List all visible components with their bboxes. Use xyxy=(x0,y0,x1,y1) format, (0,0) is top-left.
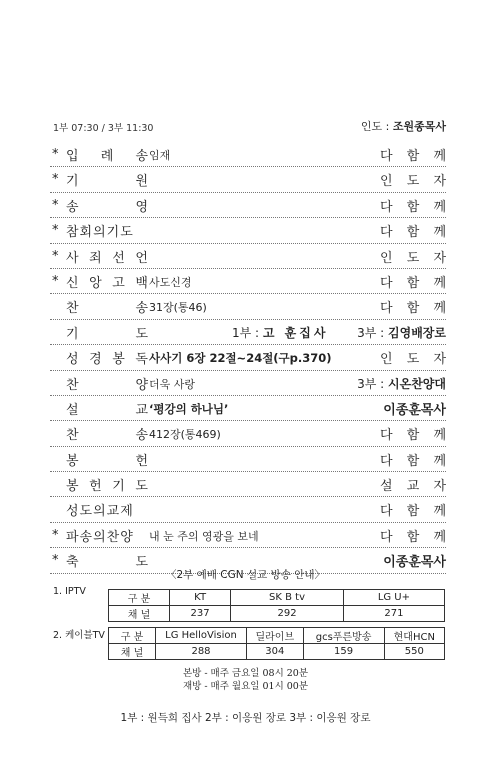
iptv-channel-cell: 292 xyxy=(231,606,344,622)
worship-row xyxy=(50,371,446,396)
worship-item-title xyxy=(66,500,148,518)
leader-char: 다 xyxy=(380,301,393,317)
broadcast-title: 〈2부 예배 CGN 설교 방송 안내〉 xyxy=(166,569,325,581)
worship-item-detail: ‘평강의 하나님’ xyxy=(149,401,229,416)
iptv-header-cell: 구 분 xyxy=(109,590,170,606)
worship-row xyxy=(50,421,446,446)
leader-char: 교 xyxy=(406,479,420,495)
title-char: 송 xyxy=(135,301,148,317)
title-char: 경 xyxy=(89,352,102,368)
worship-row xyxy=(50,294,446,319)
cable-header-cell: 딜라이브 xyxy=(247,628,304,644)
title-char: 죄 xyxy=(89,250,102,266)
title-char: 원 xyxy=(135,174,148,190)
leader-name: 조원종목사 xyxy=(392,120,446,133)
broadcast-note-main: 본방 - 매주 금요일 08시 20분 xyxy=(182,668,309,679)
worship-item-leader xyxy=(380,297,446,316)
title-char: 기 xyxy=(66,174,79,190)
choir-name: 시온찬양대 xyxy=(388,376,446,391)
worship-item-detail: 임재 xyxy=(149,149,171,162)
worship-item-title xyxy=(66,348,148,366)
worship-item-title xyxy=(66,297,148,315)
leader-char: 함 xyxy=(406,504,420,520)
cable-header-cell: LG HelloVision xyxy=(156,628,247,644)
leader-char: 함 xyxy=(406,275,420,291)
prayer-name: 김영배장로 xyxy=(388,325,446,340)
leader-char: 함 xyxy=(406,225,420,241)
title-char: 고 xyxy=(112,275,125,291)
title-char: 교 xyxy=(135,402,148,418)
prayer-name: 고 훈집사 xyxy=(262,325,329,340)
iptv-header-cell: SK B tv xyxy=(231,590,344,606)
worship-item-title xyxy=(66,374,148,392)
iptv-header-cell: LG U+ xyxy=(343,590,444,606)
worship-item-leader xyxy=(380,145,446,164)
cable-header-cell: 구 분 xyxy=(109,628,156,644)
leader-label: 인도 : xyxy=(360,120,393,133)
title-char: 헌 xyxy=(89,479,102,495)
leader-char: 인 xyxy=(380,250,393,266)
worship-row xyxy=(50,193,446,218)
standing-marker: * xyxy=(52,223,59,239)
cable-channel-cell: 288 xyxy=(156,644,247,660)
iptv-header-cell: KT xyxy=(170,590,231,606)
title-char: 봉 xyxy=(66,453,79,469)
cable-label: 2. 케이블TV xyxy=(53,630,105,641)
title-char: 양 xyxy=(135,377,148,393)
worship-row xyxy=(50,472,446,497)
worship-item-leader xyxy=(380,450,446,469)
worship-row xyxy=(50,269,446,294)
worship-row xyxy=(50,142,446,167)
worship-row xyxy=(50,345,446,370)
leader-char: 자 xyxy=(433,352,446,368)
worship-item-detail: 사도신경 xyxy=(149,275,192,289)
leader-char: 다 xyxy=(380,149,393,164)
worship-item-leader: 이종훈목사 xyxy=(383,555,446,571)
title-char: 찬 xyxy=(66,428,79,444)
worship-item-title xyxy=(66,526,148,544)
cable-channel-cell: 채 널 xyxy=(109,644,156,660)
title-char: 헌 xyxy=(135,453,148,469)
title-char: 성도의교제 xyxy=(66,504,134,520)
iptv-channel-cell: 채 널 xyxy=(109,606,170,622)
leader-char: 께 xyxy=(433,199,446,215)
title-char: 설 xyxy=(66,402,79,418)
title-char: 신 xyxy=(66,275,79,291)
worship-row xyxy=(50,320,446,345)
worship-item-detail: 내 눈 주의 영광을 보네 xyxy=(149,529,259,543)
title-char: 파송의찬양 xyxy=(66,529,134,545)
worship-item-detail: 사사기 6장 22절~24절(구p.370) xyxy=(149,351,332,366)
standing-marker: * xyxy=(52,248,59,264)
standing-marker: * xyxy=(52,553,59,569)
leader-char: 께 xyxy=(433,275,446,291)
prayer-label: 3부 : xyxy=(357,325,389,340)
prayer-first-service xyxy=(232,324,328,341)
leader-char: 께 xyxy=(433,504,446,520)
leader-char: 다 xyxy=(380,453,393,469)
worship-item-title xyxy=(66,424,148,442)
worship-item-title xyxy=(66,450,148,468)
title-char: 사 xyxy=(66,250,79,266)
worship-item-leader xyxy=(380,196,446,215)
leader-char: 도 xyxy=(406,174,420,190)
worship-item-title xyxy=(66,145,148,163)
leader-char: 함 xyxy=(406,453,420,469)
leader-char: 인 xyxy=(380,174,393,190)
cable-channel-cell: 304 xyxy=(247,644,304,660)
worship-row xyxy=(50,447,446,472)
leader-char: 다 xyxy=(380,225,393,241)
leader-char: 함 xyxy=(406,301,420,317)
title-char: 참회의기도 xyxy=(66,225,134,241)
standing-marker: * xyxy=(52,147,59,162)
leader-char: 다 xyxy=(380,504,393,520)
worship-item-title xyxy=(66,475,148,493)
worship-item-leader xyxy=(380,348,446,367)
title-char: 성 xyxy=(66,352,79,368)
title-char: 선 xyxy=(112,250,125,266)
worship-item-leader xyxy=(380,424,446,443)
title-char: 백 xyxy=(135,275,148,291)
leader-char: 자 xyxy=(433,174,446,190)
title-char: 독 xyxy=(135,352,148,368)
cable-channel-row xyxy=(109,644,445,660)
worship-item-leader xyxy=(380,500,446,519)
leader-char: 인 xyxy=(380,352,393,368)
title-char: 도 xyxy=(135,326,148,342)
worship-item-leader xyxy=(380,247,446,266)
choir-label: 3부 : xyxy=(357,376,389,391)
title-char: 찬 xyxy=(66,377,79,393)
iptv-label: 1. IPTV xyxy=(53,586,86,597)
leader-char: 함 xyxy=(406,428,420,444)
worship-item-leader xyxy=(380,170,446,189)
worship-item-title xyxy=(66,170,148,188)
worship-row xyxy=(50,167,446,192)
title-char: 송 xyxy=(66,199,79,215)
title-char: 송 xyxy=(135,149,148,164)
worship-row xyxy=(50,218,446,243)
leader-char: 함 xyxy=(406,529,420,545)
leader-char: 자 xyxy=(433,479,446,495)
leader-char: 다 xyxy=(380,529,393,545)
order-of-worship xyxy=(50,142,446,574)
cable-header-row xyxy=(109,628,445,644)
worship-row xyxy=(50,497,446,522)
worship-item-detail: 더욱 사랑 xyxy=(149,377,196,391)
worship-item-leader xyxy=(380,526,446,545)
standing-marker: * xyxy=(52,527,59,543)
worship-item-title xyxy=(66,247,148,265)
cable-channel-cell: 550 xyxy=(384,644,444,660)
iptv-table xyxy=(108,589,445,622)
standing-marker: * xyxy=(52,172,59,188)
cable-header-cell: gcs푸른방송 xyxy=(303,628,384,644)
title-char: 앙 xyxy=(89,275,102,291)
leader-char: 께 xyxy=(433,149,446,164)
cable-header-cell: 현대HCN xyxy=(384,628,444,644)
service-times: 1부 07:30 / 3부 11:30 xyxy=(53,123,154,134)
leader-char: 자 xyxy=(433,250,446,266)
leader-char: 다 xyxy=(380,428,393,444)
title-char: 례 xyxy=(100,149,114,164)
worship-item-leader xyxy=(380,221,446,240)
title-char: 입 xyxy=(66,149,79,164)
worship-item-leader xyxy=(380,475,446,494)
worship-item-title xyxy=(66,323,148,341)
leader-char: 께 xyxy=(433,225,446,241)
leader-char: 께 xyxy=(433,453,446,469)
leader-char: 도 xyxy=(406,250,420,266)
worship-item-title xyxy=(66,272,148,290)
worship-item-title xyxy=(66,399,148,417)
leader-char: 다 xyxy=(380,199,393,215)
leader-char: 함 xyxy=(406,199,420,215)
worship-item-title xyxy=(66,196,148,214)
iptv-header-row xyxy=(109,590,445,606)
title-char: 봉 xyxy=(66,479,79,495)
leader-char: 께 xyxy=(433,428,446,444)
cable-channel-cell: 159 xyxy=(303,644,384,660)
leader-char: 함 xyxy=(406,149,420,164)
title-char: 도 xyxy=(135,555,148,571)
worship-item-title xyxy=(66,221,148,239)
cable-table xyxy=(108,627,445,660)
choir-third-service xyxy=(357,375,446,392)
title-char: 찬 xyxy=(66,301,79,317)
iptv-channel-cell: 237 xyxy=(170,606,231,622)
worship-row xyxy=(50,523,446,548)
broadcast-note-rerun: 재방 - 매주 월요일 01시 00분 xyxy=(182,681,309,692)
title-char: 언 xyxy=(135,250,148,266)
title-char: 도 xyxy=(135,479,148,495)
worship-row xyxy=(50,396,446,421)
iptv-channel-row xyxy=(109,606,445,622)
leader-char: 도 xyxy=(406,352,420,368)
prayer-third-service xyxy=(357,324,446,341)
worship-leader xyxy=(361,118,446,134)
worship-row xyxy=(50,244,446,269)
worship-item-detail: 412장(통469) xyxy=(149,428,221,442)
leader-char: 설 xyxy=(380,479,393,495)
leader-char: 다 xyxy=(380,275,393,291)
title-char: 영 xyxy=(135,199,148,215)
worship-item-leader: 이종훈목사 xyxy=(383,402,446,418)
title-char: 봉 xyxy=(112,352,125,368)
title-char: 송 xyxy=(135,428,148,444)
leader-char: 께 xyxy=(433,301,446,317)
title-char: 기 xyxy=(112,479,125,495)
title-char: 축 xyxy=(66,555,79,571)
worship-item-detail: 31장(통46) xyxy=(149,301,207,315)
prayer-label: 1부 : xyxy=(232,325,263,340)
service-header xyxy=(53,118,446,134)
iptv-channel-cell: 271 xyxy=(343,606,444,622)
leader-char: 께 xyxy=(433,529,446,545)
standing-marker: * xyxy=(52,197,59,213)
worship-item-leader xyxy=(380,272,446,291)
standing-marker: * xyxy=(52,273,59,289)
prayer-team-footer: 1부 : 원득희 집사 2부 : 이응원 장로 3부 : 이응원 장로 xyxy=(120,712,371,724)
title-char: 기 xyxy=(66,326,79,342)
